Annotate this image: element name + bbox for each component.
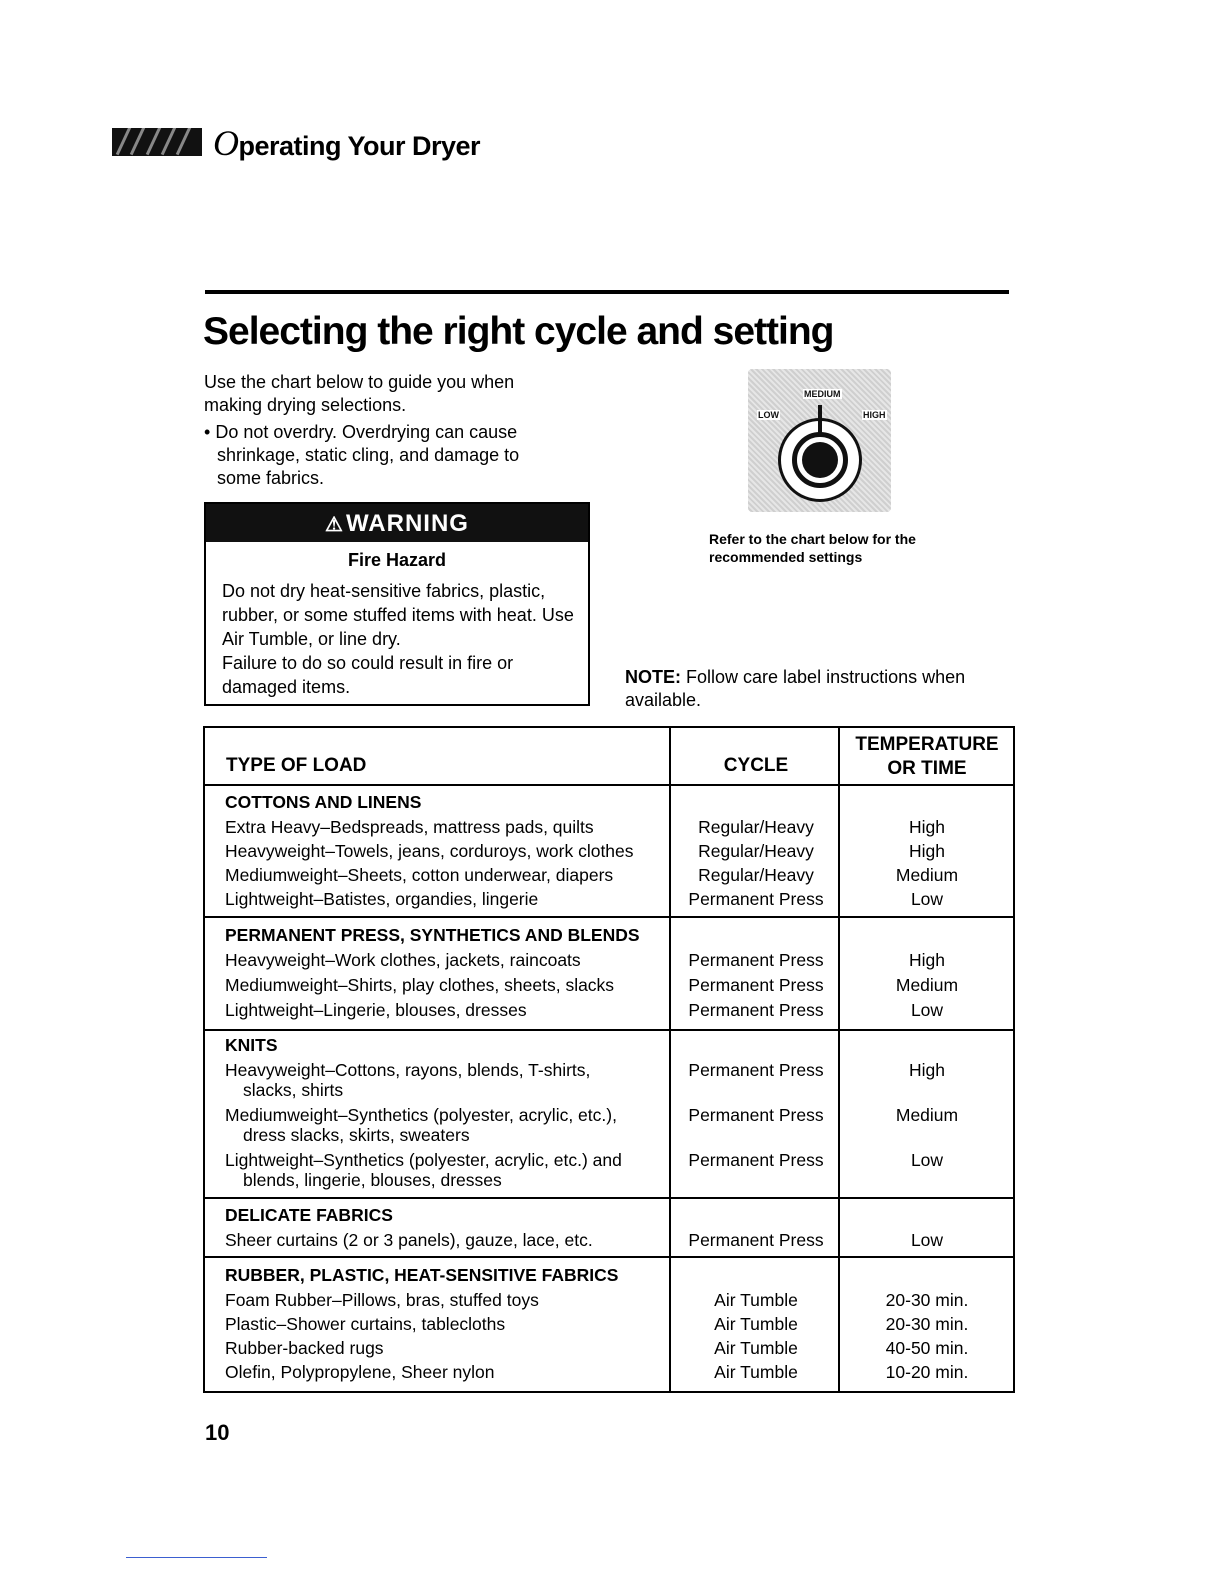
load-cell: Lightweight–Synthetics (polyester, acrylic, etc.) and bbox=[225, 1150, 622, 1170]
header-type-of-load: TYPE OF LOAD bbox=[226, 755, 367, 776]
table-rule-2 bbox=[203, 1029, 1015, 1031]
load-cell: Plastic–Shower curtains, tablecloths bbox=[225, 1314, 506, 1334]
dial-label-low: LOW bbox=[758, 410, 779, 420]
cycle-cell: Regular/Heavy bbox=[698, 817, 814, 837]
load-cell: Heavyweight–Work clothes, jackets, raincoats bbox=[225, 950, 581, 970]
section-title: RUBBER, PLASTIC, HEAT-SENSITIVE FABRICS bbox=[225, 1265, 619, 1285]
warning-paragraph-1: Do not dry heat-sensitive fabrics, plastic, rubber, or some stuffed items with heat. Use Air Tumble, or line dry. bbox=[222, 581, 574, 649]
cycle-cell: Permanent Press bbox=[688, 1105, 824, 1125]
warning-header bbox=[206, 504, 588, 542]
section-title: KNITS bbox=[225, 1035, 278, 1055]
header-temp-line2: OR TIME bbox=[887, 758, 967, 779]
cycle-cell: Regular/Heavy bbox=[698, 841, 814, 861]
cycle-cell: Regular/Heavy bbox=[698, 865, 814, 885]
bullet-text: Do not overdry. Overdrying can cause shrinkage, static cling, and damage to some fabrics. bbox=[215, 422, 520, 488]
load-cell-continued: dress slacks, skirts, sweaters bbox=[243, 1125, 470, 1145]
cycle-cell: Permanent Press bbox=[688, 1230, 824, 1250]
dial-knob bbox=[802, 442, 838, 478]
temp-cell: Low bbox=[910, 1230, 944, 1250]
refer-caption: Refer to the chart below for the recommended settings bbox=[709, 531, 916, 565]
table-rule-4 bbox=[203, 1256, 1015, 1258]
bullet-mark: • bbox=[204, 422, 211, 442]
temp-cell: Low bbox=[910, 1150, 944, 1170]
load-cell: Mediumweight–Synthetics (polyester, acrylic, etc.), bbox=[225, 1105, 617, 1125]
table-header-rule bbox=[203, 784, 1015, 786]
warning-heading: WARNING bbox=[345, 510, 469, 537]
dial-label-high: HIGH bbox=[863, 410, 886, 420]
load-cell: Heavyweight–Towels, jeans, corduroys, work clothes bbox=[225, 841, 634, 861]
temp-cell: Medium bbox=[895, 865, 959, 885]
section-title: DELICATE FABRICS bbox=[225, 1205, 393, 1225]
load-cell: Mediumweight–Sheets, cotton underwear, diapers bbox=[225, 865, 614, 885]
bullet-item bbox=[204, 421, 564, 490]
temp-cell: 20-30 min. bbox=[885, 1290, 969, 1310]
load-cell: Mediumweight–Shirts, play clothes, sheets, slacks bbox=[225, 975, 615, 995]
load-cell: Rubber-backed rugs bbox=[225, 1338, 384, 1358]
load-cell-continued: blends, lingerie, blouses, dresses bbox=[243, 1170, 502, 1190]
cycle-cell: Permanent Press bbox=[688, 1060, 824, 1080]
cycle-cell: Air Tumble bbox=[714, 1314, 798, 1334]
bottom-underline bbox=[126, 1557, 267, 1558]
temp-cell: Medium bbox=[895, 1105, 959, 1125]
temp-cell: Medium bbox=[895, 975, 959, 995]
header-temp-line1: TEMPERATURE bbox=[855, 734, 999, 755]
cycle-cell: Permanent Press bbox=[688, 975, 824, 995]
load-cell: Extra Heavy–Bedspreads, mattress pads, quilts bbox=[225, 817, 594, 837]
dial-label-medium: MEDIUM bbox=[804, 389, 841, 399]
load-cell: Lightweight–Lingerie, blouses, dresses bbox=[225, 1000, 527, 1020]
section-rule bbox=[205, 290, 1009, 294]
load-cell: Olefin, Polypropylene, Sheer nylon bbox=[225, 1362, 495, 1382]
note-label: NOTE: bbox=[625, 667, 681, 687]
note-text bbox=[625, 666, 1005, 712]
temp-cell: Low bbox=[910, 1000, 944, 1020]
warning-paragraph-2: Failure to do so could result in fire or damaged items. bbox=[222, 653, 514, 697]
cycle-cell: Air Tumble bbox=[714, 1290, 798, 1310]
warning-subheading: Fire Hazard bbox=[347, 550, 447, 570]
temp-cell: Low bbox=[910, 889, 944, 909]
cycle-cell: Air Tumble bbox=[714, 1362, 798, 1382]
header-logo-bar bbox=[112, 128, 202, 156]
temp-cell: 40-50 min. bbox=[885, 1338, 969, 1358]
table-divider-cycle bbox=[669, 726, 671, 1393]
load-cell: Sheer curtains (2 or 3 panels), gauze, lace, etc. bbox=[225, 1230, 593, 1250]
dial-pointer bbox=[818, 405, 822, 433]
cycle-cell: Air Tumble bbox=[714, 1338, 798, 1358]
temp-cell: High bbox=[909, 817, 945, 837]
header-cycle: CYCLE bbox=[723, 755, 789, 776]
temp-cell: High bbox=[909, 1060, 945, 1080]
cycle-cell: Permanent Press bbox=[688, 1000, 824, 1020]
section-title: COTTONS AND LINENS bbox=[225, 792, 422, 812]
table-rule-3 bbox=[203, 1197, 1015, 1199]
load-cell: Foam Rubber–Pillows, bras, stuffed toys bbox=[225, 1290, 539, 1310]
load-cell: Lightweight–Batistes, organdies, lingerie bbox=[225, 889, 539, 909]
temp-cell: 20-30 min. bbox=[885, 1314, 969, 1334]
temp-cell: High bbox=[909, 841, 945, 861]
warning-triangle-icon: ⚠ bbox=[325, 514, 344, 536]
temp-cell: High bbox=[909, 950, 945, 970]
section-title: PERMANENT PRESS, SYNTHETICS AND BLENDS bbox=[225, 925, 640, 945]
intro-text: Use the chart below to guide you when making drying selections. bbox=[204, 372, 515, 415]
note-body: Follow care label instructions when available. bbox=[625, 667, 966, 710]
page-number: 10 bbox=[205, 1420, 230, 1445]
table-rule-1 bbox=[203, 916, 1015, 918]
header-title bbox=[213, 122, 480, 164]
temp-cell: 10-20 min. bbox=[885, 1362, 969, 1382]
page-title: Selecting the right cycle and setting bbox=[203, 310, 834, 353]
cycle-cell: Permanent Press bbox=[688, 889, 824, 909]
load-cell-continued: slacks, shirts bbox=[243, 1080, 344, 1100]
cycle-cell: Permanent Press bbox=[688, 950, 824, 970]
load-cell: Heavyweight–Cottons, rayons, blends, T-shirts, bbox=[225, 1060, 591, 1080]
header-title-initial: O bbox=[213, 123, 239, 163]
header-title-rest: perating Your Dryer bbox=[238, 131, 481, 161]
cycle-cell: Permanent Press bbox=[688, 1150, 824, 1170]
